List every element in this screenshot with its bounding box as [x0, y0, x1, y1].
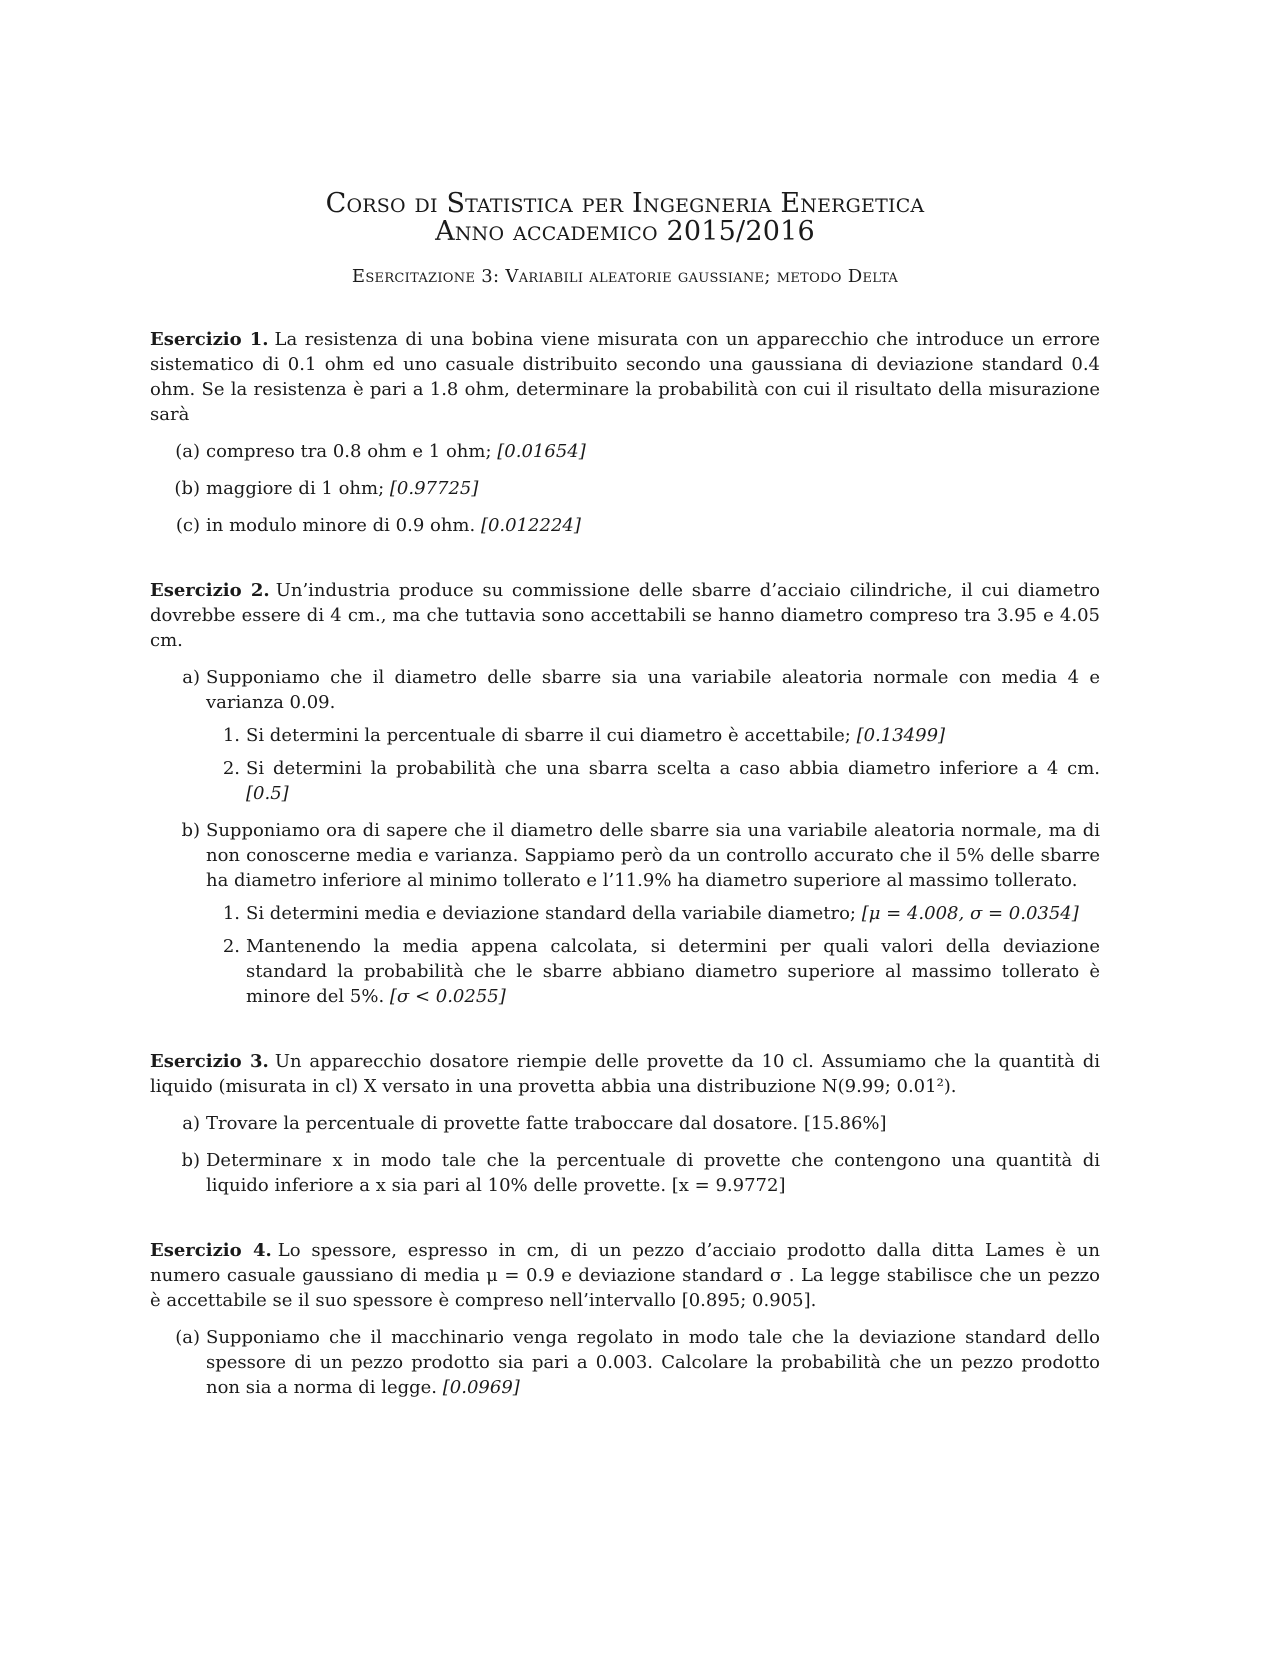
item-answer: [0.01654] [497, 441, 586, 462]
item-text: maggiore di 1 ohm; [206, 478, 385, 499]
sub-list-item [150, 901, 1100, 926]
item-label: a) [182, 667, 200, 688]
sub-item-text: Si determini media e deviazione standard della variabile diametro; [246, 903, 856, 924]
exercise-heading: Esercizio 3. [150, 1051, 269, 1072]
exercise-heading: Esercizio 4. [150, 1240, 272, 1261]
exercise-heading: Esercizio 1. [150, 329, 269, 350]
item-answer: [0.012224] [480, 515, 581, 536]
sub-item-answer: [0.13499] [856, 725, 946, 746]
sub-list-item [150, 756, 1100, 806]
list-item [150, 1325, 1100, 1400]
exercise-4 [150, 1238, 1100, 1400]
item-text: Supponiamo che il macchinario venga regolato in modo tale che la deviazione standard dello spessore di un pezzo prodotto sia pari a 0.003. Calcolare la probabilità che un pezzo prodotto non sia a norma di legge. [206, 1327, 1100, 1398]
item-answer: [x = 9.9772] [671, 1175, 786, 1196]
list-item [150, 439, 1100, 464]
item-text: in modulo minore di 0.9 ohm. [206, 515, 476, 536]
sub-list-item [150, 723, 1100, 748]
sub-item-answer: [0.5] [246, 783, 289, 804]
item-text: Supponiamo ora di sapere che il diametro delle sbarre sia una variabile aleatoria normale, ma di non conoscerne media e varianza. Sappiamo però da un controllo accurato che il 5% delle sbarre ha diametro inferiore al minimo tollerato e l’11.9% ha diametro superiore al massimo tollerato. [206, 820, 1100, 891]
exercise-heading: Esercizio 2. [150, 580, 270, 601]
item-answer: [0.0969] [442, 1377, 520, 1398]
sub-item-label: 2. [222, 758, 240, 779]
exercise-3 [150, 1049, 1100, 1198]
item-label: (b) [174, 478, 200, 499]
list-item [150, 818, 1100, 893]
list-item [150, 513, 1100, 538]
item-answer: [0.97725] [389, 478, 479, 499]
item-text: Supponiamo che il diametro delle sbarre sia una variabile aleatoria normale con media 4 e varianza 0.09. [206, 667, 1100, 713]
exercise-text: La resistenza di una bobina viene misurata con un apparecchio che introduce un errore sistematico di 0.1 ohm ed uno casuale distribuito secondo una gaussiana di deviazione standard 0.4 ohm. Se la resistenza è pari a 1.8 ohm, determinare la probabilità con cui il risultato della misurazione sarà [150, 329, 1100, 425]
list-item [150, 1148, 1100, 1198]
sub-item-text: Mantenendo la media appena calcolata, si determini per quali valori della deviazione standard la probabilità che le sbarre abbiano diametro superiore al massimo tollerato è minore del 5%. [246, 936, 1100, 1007]
item-label: b) [181, 1150, 200, 1171]
item-label: b) [181, 820, 200, 841]
exercise-text: Un apparecchio dosatore riempie delle provette da 10 cl. Assumiamo che la quantità di liquido (misurata in cl) X versato in una provetta abbia una distribuzione N(9.99; 0.01²). [150, 1051, 1100, 1097]
item-text: compreso tra 0.8 ohm e 1 ohm; [206, 441, 492, 462]
document-page [150, 190, 1100, 1400]
sub-item-answer: [μ = 4.008, σ = 0.0354] [861, 903, 1079, 924]
item-label: (c) [175, 515, 200, 536]
exercise-text: Un’industria produce su commissione delle sbarre d’acciaio cilindriche, il cui diametro dovrebbe essere di 4 cm., ma che tuttavia sono accettabili se hanno diametro compreso tra 3.95 e 4.05 cm. [150, 580, 1100, 651]
item-text: Determinare x in modo tale che la percentuale di provette che contengono una quantità di liquido inferiore a x sia pari al 10% delle provette. [206, 1150, 1100, 1196]
sub-list-item [150, 934, 1100, 1009]
title-line-1: Corso di Statistica per Ingegneria Energetica [325, 188, 925, 219]
exercise-text: Lo spessore, espresso in cm, di un pezzo d’acciaio prodotto dalla ditta Lames è un numero casuale gaussiano di media μ = 0.9 e deviazione standard σ . La legge stabilisce che un pezzo è accettabile se il suo spessore è compreso nell’intervallo [0.895; 0.905]. [150, 1240, 1100, 1311]
exercise-2 [150, 578, 1100, 1009]
exercise-1 [150, 327, 1100, 538]
item-label: (a) [175, 1327, 200, 1348]
sub-item-label: 1. [222, 903, 240, 924]
subtitle: Esercitazione 3: Variabili aleatorie gaussiane; metodo Delta [351, 266, 899, 287]
sub-item-label: 2. [222, 936, 240, 957]
item-text: Trovare la percentuale di provette fatte traboccare dal dosatore. [206, 1113, 799, 1134]
list-item [150, 1111, 1100, 1136]
sub-item-answer: [σ < 0.0255] [389, 986, 506, 1007]
sub-item-text: Si determini la probabilità che una sbarra scelta a caso abbia diametro inferiore a 4 cm. [246, 758, 1100, 779]
list-item [150, 476, 1100, 501]
sub-item-text: Si determini la percentuale di sbarre il cui diametro è accettabile; [246, 725, 851, 746]
list-item [150, 665, 1100, 715]
sub-item-label: 1. [222, 725, 240, 746]
title-line-2: Anno accademico 2015/2016 [435, 216, 815, 247]
item-label: a) [182, 1113, 200, 1134]
item-answer: [15.86%] [803, 1113, 887, 1134]
item-label: (a) [175, 441, 200, 462]
